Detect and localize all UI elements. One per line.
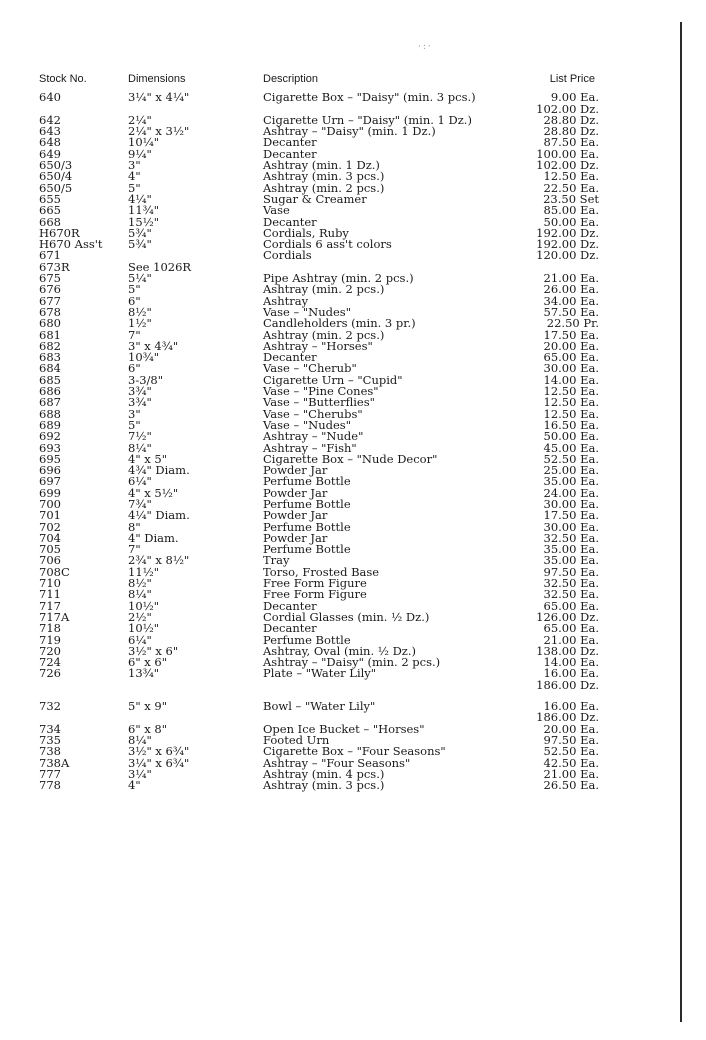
dimensions-cell: 3½" x 6¾": [128, 744, 190, 759]
price-list-table: [39, 74, 599, 791]
list-price-cell: 12.50 Ea.: [543, 406, 599, 421]
dimensions-cell: 5": [128, 282, 141, 297]
dimensions-cell: 6" x 6": [128, 655, 168, 670]
stock-no-cell: 650/4: [39, 169, 73, 184]
list-price-cell: 16.50 Ea.: [543, 417, 599, 432]
description-cell: Vase – "Pine Cones": [263, 384, 379, 399]
description-cell: Cordial Glasses (min. ½ Dz.): [263, 609, 430, 624]
table-row: [39, 137, 599, 148]
stock-no-cell: 720: [39, 643, 61, 658]
stock-no-cell: H670 Ass't: [39, 237, 103, 252]
description-cell: Ashtray (min. 3 pcs.): [263, 778, 385, 793]
description-cell: Ashtray – "Daisy" (min. 1 Dz.): [263, 124, 436, 139]
dimensions-cell: 8¼": [128, 440, 152, 455]
stock-no-cell: 699: [39, 485, 61, 500]
dimensions-cell: 2¼" x 3½": [128, 124, 190, 139]
dimensions-cell: 3" x 4¾": [128, 338, 179, 353]
description-cell: Open Ice Bucket – "Horses": [263, 721, 425, 736]
dimensions-cell: 4": [128, 169, 141, 184]
list-price-cell: 21.00 Ea.: [543, 766, 599, 781]
dimensions-cell: 10½": [128, 598, 160, 613]
dimensions-cell: 4" Diam.: [128, 530, 179, 545]
table-row: [39, 205, 599, 216]
stock-no-cell: 693: [39, 440, 61, 455]
stock-no-cell: 640: [39, 90, 61, 105]
stock-no-cell: 680: [39, 316, 61, 331]
list-price-cell: 21.00 Ea.: [543, 271, 599, 286]
description-cell: Decanter: [263, 135, 317, 150]
list-price-cell: 24.00 Ea.: [543, 485, 599, 500]
dimensions-cell: 4¼": [128, 191, 152, 206]
dimensions-cell: See 1026R: [128, 259, 192, 274]
stock-no-cell: 692: [39, 429, 61, 444]
stock-no-cell: 687: [39, 395, 61, 410]
stock-no-cell: 688: [39, 406, 61, 421]
description-cell: Powder Jar: [263, 530, 328, 545]
description-cell: Powder Jar: [263, 508, 328, 523]
description-cell: Ashtray – "Nude": [263, 429, 364, 444]
header-dimensions: Dimensions: [128, 73, 186, 85]
stock-no-cell: 682: [39, 338, 61, 353]
table-body: [39, 92, 599, 791]
dimensions-cell: 5¾": [128, 237, 152, 252]
list-price-cell: 20.00 Ea.: [543, 338, 599, 353]
table-row: [39, 668, 599, 679]
list-price-cell: 100.00 Ea.: [536, 146, 599, 161]
dimensions-cell: 3¼" x 4¼": [128, 90, 190, 105]
stock-no-cell: 738: [39, 744, 61, 759]
description-cell: Decanter: [263, 621, 317, 636]
dimensions-cell: 8": [128, 519, 141, 534]
list-price-cell: 32.50 Ea.: [543, 530, 599, 545]
list-price-cell: 97.50 Ea.: [543, 564, 599, 579]
dimensions-cell: 3¼" x 6¾": [128, 755, 190, 770]
table-row: [39, 191, 599, 206]
stock-no-cell: 697: [39, 474, 61, 489]
table-row: [39, 250, 599, 261]
header-description: Description: [263, 73, 319, 85]
stock-no-cell: 705: [39, 542, 61, 557]
list-price-cell: 102.00 Dz.: [536, 101, 599, 116]
dimensions-cell: 4" x 5½": [128, 485, 179, 500]
list-price-cell: 52.50 Ea.: [543, 744, 599, 759]
description-cell: Cigarette Urn – "Cupid": [263, 372, 403, 387]
description-cell: Vase: [263, 203, 290, 218]
dimensions-cell: 4¼" Diam.: [128, 508, 190, 523]
description-cell: Tray: [263, 553, 290, 568]
stock-no-cell: 650/5: [39, 180, 73, 195]
description-cell: Vase – "Cherubs": [263, 406, 363, 421]
dimensions-cell: 3½" x 6": [128, 643, 179, 658]
description-cell: Sugar & Creamer: [263, 191, 367, 206]
dimensions-cell: 2½": [128, 609, 152, 624]
header-list-price: List Price: [549, 73, 595, 85]
list-price-cell: 17.50 Ea.: [543, 508, 599, 523]
list-price-cell: 12.50 Ea.: [543, 169, 599, 184]
list-price-cell: 192.00 Dz.: [536, 225, 599, 240]
description-cell: Ashtray: [263, 293, 309, 308]
stock-no-cell: 665: [39, 203, 61, 218]
list-price-cell: 34.00 Ea.: [543, 293, 599, 308]
list-price-cell: 16.00 Ea.: [543, 666, 599, 681]
description-cell: Decanter: [263, 146, 317, 161]
list-price-cell: 21.00 Ea.: [543, 632, 599, 647]
dimensions-cell: 3-3/8": [128, 372, 163, 387]
list-price-cell: 32.50 Ea.: [543, 587, 599, 602]
description-cell: Powder Jar: [263, 485, 328, 500]
dimensions-cell: 11¾": [128, 203, 160, 218]
stock-no-cell: 706: [39, 553, 61, 568]
stock-no-cell: 643: [39, 124, 61, 139]
list-price-cell: 17.50 Ea.: [543, 327, 599, 342]
dimensions-cell: 7": [128, 327, 141, 342]
stock-no-cell: 717: [39, 598, 61, 613]
description-cell: Vase – "Nudes": [263, 417, 351, 432]
stock-no-cell: 734: [39, 721, 61, 736]
list-price-cell: 192.00 Dz.: [536, 237, 599, 252]
list-price-cell: 23.50 Set: [543, 191, 599, 206]
list-price-cell: 126.00 Dz.: [536, 609, 599, 624]
stock-no-cell: 677: [39, 293, 61, 308]
dimensions-cell: 10¾": [128, 350, 160, 365]
description-cell: Vase – "Butterflies": [263, 395, 375, 410]
description-cell: Ashtray – "Fish": [263, 440, 357, 455]
description-cell: Vase – "Nudes": [263, 304, 351, 319]
dimensions-cell: 2¼": [128, 112, 152, 127]
list-price-cell: 97.50 Ea.: [543, 732, 599, 747]
dimensions-cell: 3¼": [128, 766, 152, 781]
print-specks: ·:·: [418, 42, 433, 52]
stock-no-cell: 732: [39, 699, 61, 714]
description-cell: Perfume Bottle: [263, 519, 351, 534]
list-price-cell: 42.50 Ea.: [543, 755, 599, 770]
stock-no-cell: 648: [39, 135, 61, 150]
description-cell: Ashtray – "Four Seasons": [263, 755, 411, 770]
list-price-cell: 65.00 Ea.: [543, 621, 599, 636]
dimensions-cell: 5¼": [128, 271, 152, 286]
dimensions-cell: 5¾": [128, 225, 152, 240]
list-price-cell: 45.00 Ea.: [543, 440, 599, 455]
description-cell: Ashtray (min. 1 Dz.): [263, 158, 380, 173]
dimensions-cell: 8½": [128, 304, 152, 319]
list-price-cell: 30.00 Ea.: [543, 496, 599, 511]
header-row: [39, 74, 599, 85]
description-cell: Cigarette Box – "Daisy" (min. 3 pcs.): [263, 90, 476, 105]
dimensions-cell: 15½": [128, 214, 160, 229]
stock-no-cell: 649: [39, 146, 61, 161]
stock-no-cell: 724: [39, 655, 61, 670]
stock-no-cell: 681: [39, 327, 61, 342]
stock-no-cell: 738A: [39, 755, 70, 770]
list-price-cell: 52.50 Ea.: [543, 451, 599, 466]
stock-no-cell: 655: [39, 191, 61, 206]
description-cell: Perfume Bottle: [263, 542, 351, 557]
stock-no-cell: 676: [39, 282, 61, 297]
stock-no-cell: 642: [39, 112, 61, 127]
list-price-cell: 14.00 Ea.: [543, 655, 599, 670]
table-row: [39, 92, 599, 103]
description-cell: Candleholders (min. 3 pr.): [263, 316, 416, 331]
table-row: [39, 701, 599, 712]
dimensions-cell: 2¾" x 8½": [128, 553, 190, 568]
table-row: [39, 284, 599, 295]
description-cell: Footed Urn: [263, 732, 330, 747]
list-price-cell: 186.00 Dz.: [536, 677, 599, 692]
table-row: [39, 338, 599, 353]
list-price-cell: 26.00 Ea.: [543, 282, 599, 297]
description-cell: Free Form Figure: [263, 587, 367, 602]
list-price-cell: 20.00 Ea.: [543, 721, 599, 736]
description-cell: Bowl – "Water Lily": [263, 699, 376, 714]
stock-no-cell: 708C: [39, 564, 70, 579]
stock-no-cell: 673R: [39, 259, 70, 274]
description-cell: Cigarette Urn – "Daisy" (min. 1 Dz.): [263, 112, 472, 127]
list-price-cell: 30.00 Ea.: [543, 519, 599, 534]
table-row: [39, 589, 599, 600]
list-price-cell: 12.50 Ea.: [543, 395, 599, 410]
dimensions-cell: 10¼": [128, 135, 160, 150]
description-cell: Ashtray (min. 4 pcs.): [263, 766, 385, 781]
description-cell: Decanter: [263, 214, 317, 229]
list-price-cell: 50.00 Ea.: [543, 214, 599, 229]
stock-no-cell: 719: [39, 632, 61, 647]
stock-no-cell: 678: [39, 304, 61, 319]
list-price-cell: 35.00 Ea.: [543, 553, 599, 568]
dimensions-cell: 10½": [128, 621, 160, 636]
stock-no-cell: 717A: [39, 609, 70, 624]
dimensions-cell: 7¾": [128, 496, 152, 511]
list-price-cell: 35.00 Ea.: [543, 474, 599, 489]
description-cell: Cordials 6 ass't colors: [263, 237, 392, 252]
dimensions-cell: 4" x 5": [128, 451, 168, 466]
table-row: [39, 780, 599, 791]
table-row: [39, 677, 599, 692]
list-price-cell: 30.00 Ea.: [543, 361, 599, 376]
description-cell: Cigarette Box – "Four Seasons": [263, 744, 446, 759]
table-row: [39, 126, 599, 137]
description-cell: Vase – "Cherub": [263, 361, 357, 376]
stock-no-cell: 685: [39, 372, 61, 387]
list-price-cell: 25.00 Ea.: [543, 463, 599, 478]
stock-no-cell: 675: [39, 271, 61, 286]
dimensions-cell: 5" x 9": [128, 699, 168, 714]
stock-no-cell: 701: [39, 508, 61, 523]
stock-no-cell: 686: [39, 384, 61, 399]
stock-no-cell: 735: [39, 732, 61, 747]
list-price-cell: 87.50 Ea.: [543, 135, 599, 150]
dimensions-cell: 8½": [128, 576, 152, 591]
list-price-cell: 28.80 Dz.: [543, 124, 599, 139]
stock-no-cell: 778: [39, 778, 61, 793]
dimensions-cell: 13¾": [128, 666, 160, 681]
dimensions-cell: 8¼": [128, 732, 152, 747]
dimensions-cell: 5": [128, 417, 141, 432]
dimensions-cell: 6": [128, 293, 141, 308]
table-row: [39, 609, 599, 624]
description-cell: Decanter: [263, 598, 317, 613]
stock-no-cell: 777: [39, 766, 61, 781]
list-price-cell: 102.00 Dz.: [536, 158, 599, 173]
list-price-cell: 16.00 Ea.: [543, 699, 599, 714]
dimensions-cell: 11½": [128, 564, 160, 579]
list-price-cell: 65.00 Ea.: [543, 598, 599, 613]
list-price-cell: 120.00 Dz.: [536, 248, 599, 263]
stock-no-cell: 650/3: [39, 158, 73, 173]
description-cell: Plate – "Water Lily": [263, 666, 377, 681]
dimensions-cell: 3¾": [128, 384, 152, 399]
dimensions-cell: 6" x 8": [128, 721, 168, 736]
list-price-cell: 22.50 Pr.: [546, 316, 599, 331]
stock-no-cell: 671: [39, 248, 61, 263]
stock-no-cell: H670R: [39, 225, 80, 240]
list-price-cell: 14.00 Ea.: [543, 372, 599, 387]
list-price-cell: 57.50 Ea.: [543, 304, 599, 319]
dimensions-cell: 1½": [128, 316, 152, 331]
table-row: [39, 544, 599, 555]
stock-no-cell: 684: [39, 361, 61, 376]
description-cell: Ashtray, Oval (min. ½ Dz.): [263, 643, 416, 658]
list-price-cell: 65.00 Ea.: [543, 350, 599, 365]
dimensions-cell: 7": [128, 542, 141, 557]
description-cell: Ashtray (min. 2 pcs.): [263, 327, 385, 342]
list-price-cell: 12.50 Ea.: [543, 384, 599, 399]
stock-no-cell: 695: [39, 451, 61, 466]
description-cell: Torso, Frosted Base: [263, 564, 380, 579]
list-price-cell: 138.00 Dz.: [536, 643, 599, 658]
stock-no-cell: 668: [39, 214, 61, 229]
dimensions-cell: 8¼": [128, 587, 152, 602]
description-cell: Ashtray (min. 2 pcs.): [263, 180, 385, 195]
right-border-rule: [680, 22, 682, 1022]
dimensions-cell: 3": [128, 158, 141, 173]
list-price-cell: 22.50 Ea.: [543, 180, 599, 195]
description-cell: Ashtray (min. 3 pcs.): [263, 169, 385, 184]
dimensions-cell: 4¾" Diam.: [128, 463, 190, 478]
dimensions-cell: 6¼": [128, 474, 152, 489]
list-price-cell: 35.00 Ea.: [543, 542, 599, 557]
dimensions-cell: 6": [128, 361, 141, 376]
dimensions-cell: 9¼": [128, 146, 152, 161]
dimensions-cell: 5": [128, 180, 141, 195]
stock-no-cell: 726: [39, 666, 61, 681]
description-cell: Perfume Bottle: [263, 496, 351, 511]
stock-no-cell: 696: [39, 463, 61, 478]
list-price-cell: 85.00 Ea.: [543, 203, 599, 218]
description-cell: Cordials, Ruby: [263, 225, 349, 240]
description-cell: Ashtray (min. 2 pcs.): [263, 282, 385, 297]
list-price-cell: 186.00 Dz.: [536, 710, 599, 725]
stock-no-cell: 710: [39, 576, 61, 591]
description-cell: Cigarette Box – "Nude Decor": [263, 451, 438, 466]
list-price-cell: 28.80 Dz.: [543, 112, 599, 127]
table-row: [39, 239, 599, 250]
stock-no-cell: 704: [39, 530, 61, 545]
list-price-cell: 26.50 Ea.: [543, 778, 599, 793]
stock-no-cell: 718: [39, 621, 61, 636]
list-price-cell: 50.00 Ea.: [543, 429, 599, 444]
description-cell: Perfume Bottle: [263, 474, 351, 489]
dimensions-cell: 3¾": [128, 395, 152, 410]
description-cell: Ashtray – "Horses": [263, 338, 373, 353]
stock-no-cell: 711: [39, 587, 61, 602]
description-cell: Powder Jar: [263, 463, 328, 478]
description-cell: Decanter: [263, 350, 317, 365]
dimensions-cell: 6¼": [128, 632, 152, 647]
dimensions-cell: 4": [128, 778, 141, 793]
dimensions-cell: 7½": [128, 429, 152, 444]
stock-no-cell: 700: [39, 496, 61, 511]
dimensions-cell: 3": [128, 406, 141, 421]
description-cell: Pipe Ashtray (min. 2 pcs.): [263, 271, 414, 286]
stock-no-cell: 689: [39, 417, 61, 432]
description-cell: Free Form Figure: [263, 576, 367, 591]
description-cell: Ashtray – "Daisy" (min. 2 pcs.): [263, 655, 441, 670]
list-price-cell: 32.50 Ea.: [543, 576, 599, 591]
stock-no-cell: 683: [39, 350, 61, 365]
description-cell: Perfume Bottle: [263, 632, 351, 647]
header-stock-no: Stock No.: [39, 73, 87, 85]
description-cell: Cordials: [263, 248, 312, 263]
stock-no-cell: 702: [39, 519, 61, 534]
list-price-cell: 9.00 Ea.: [550, 90, 599, 105]
